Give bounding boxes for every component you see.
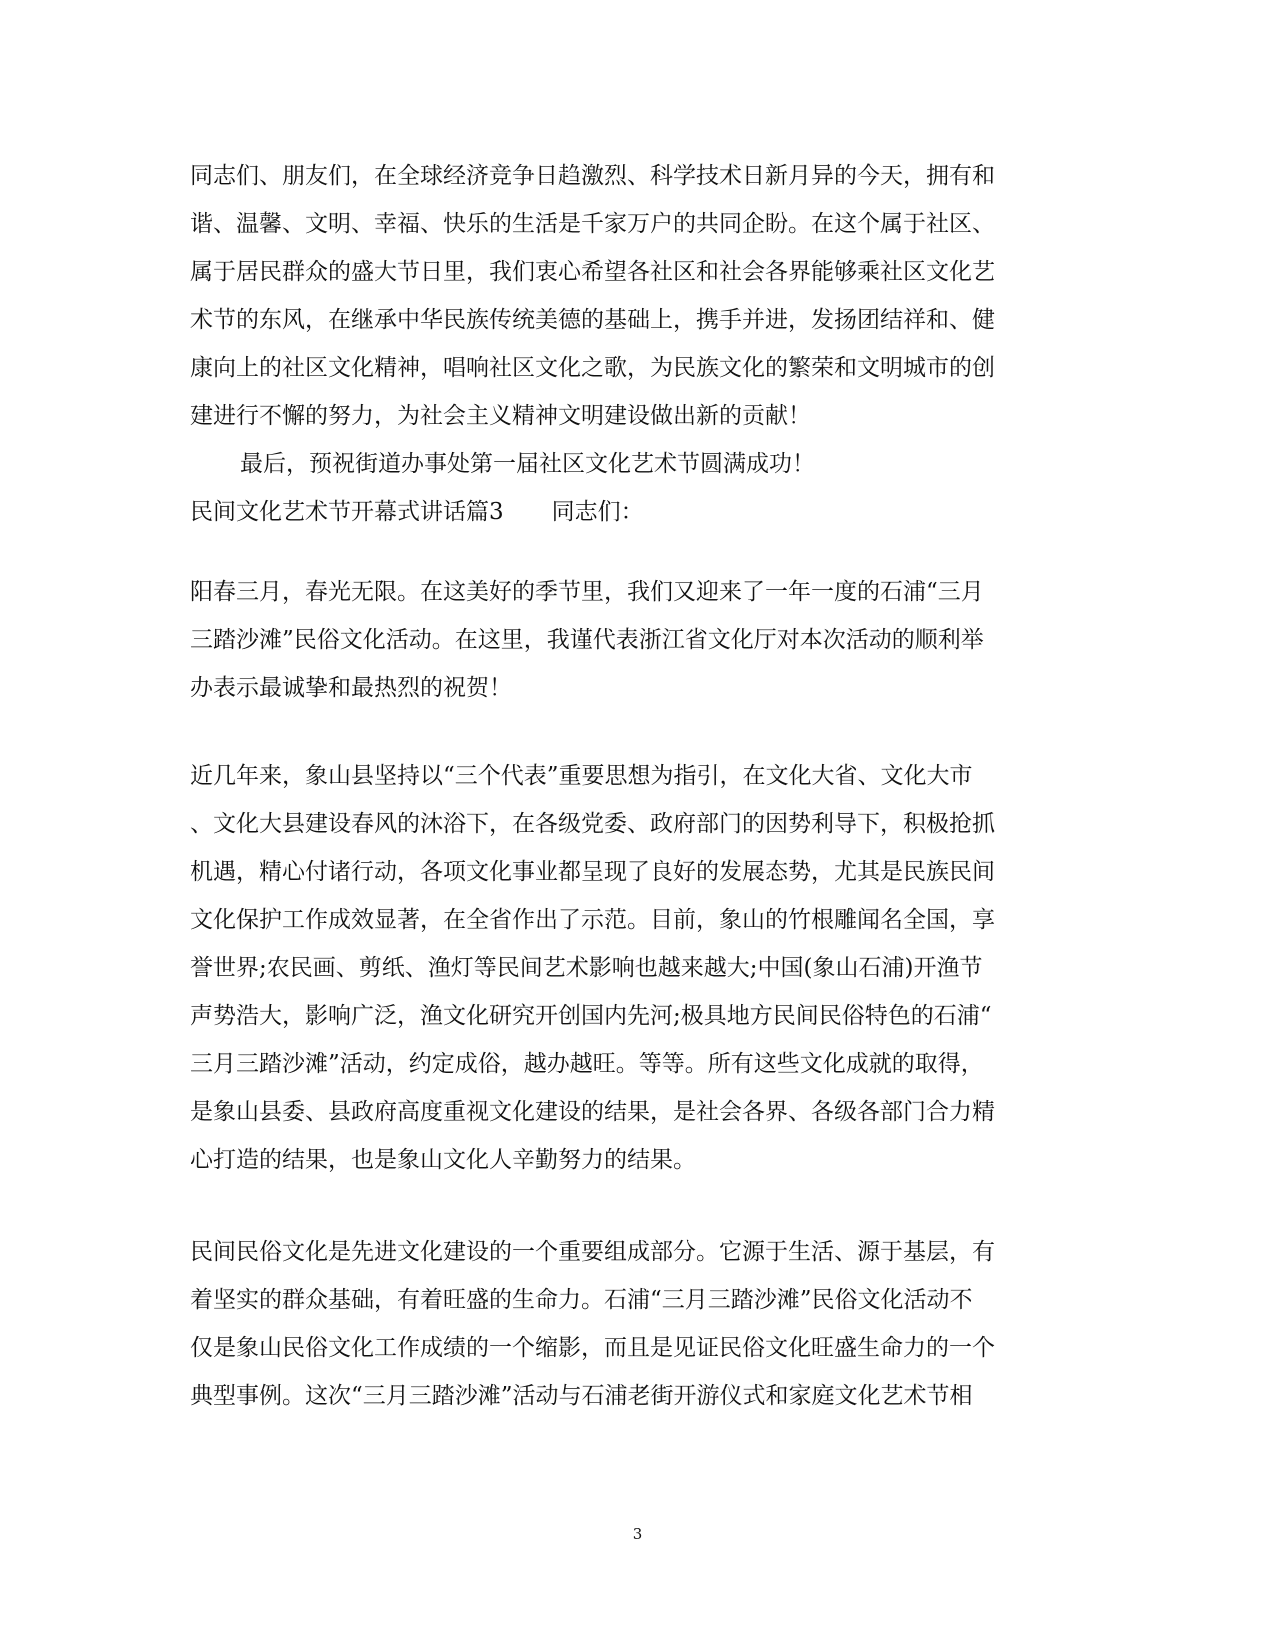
paragraph-block-4: [190, 1228, 1070, 1420]
paragraph-line: 办表示最诚挚和最热烈的祝贺！: [190, 675, 512, 701]
paragraph-line: 三踏沙滩”民俗文化活动。在这里，我谨代表浙江省文化厅对本次活动的顺利举: [190, 627, 984, 653]
paragraph-line: 心打造的结果，也是象山文化人辛勤努力的结果。: [190, 1147, 696, 1173]
section-heading: 民间文化艺术节开幕式讲话篇3: [190, 499, 504, 525]
paragraph-line: 机遇，精心付诸行动，各项文化事业都呈现了良好的发展态势，尤其是民族民间: [190, 859, 995, 885]
paragraph-line: 誉世界;农民画、剪纸、渔灯等民间艺术影响也越来越大;中国(象山石浦)开渔节: [190, 955, 983, 981]
paragraph-line: 声势浩大，影响广泛，渔文化研究开创国内先河;极具地方民间民俗特色的石浦“: [190, 1003, 992, 1029]
paragraph-line: 文化保护工作成效显著，在全省作出了示范。目前，象山的竹根雕闻名全国，享: [190, 907, 995, 933]
paragraph-line: 阳春三月，春光无限。在这美好的季节里，我们又迎来了一年一度的石浦“三月: [190, 579, 984, 605]
section-heading-line: [190, 488, 1070, 536]
paragraph-line: 近几年来，象山县坚持以“三个代表”重要思想为指引，在文化大省、文化大市: [190, 763, 973, 789]
paragraph-line: 是象山县委、县政府高度重视文化建设的结果，是社会各界、各级各部门合力精: [190, 1099, 995, 1125]
paragraph-line: 属于居民群众的盛大节日里，我们衷心希望各社区和社会各界能够乘社区文化艺: [190, 259, 995, 285]
greeting: 同志们：: [551, 499, 644, 525]
closing-line: 最后，预祝街道办事处第一届社区文化艺术节圆满成功！: [240, 451, 815, 477]
paragraph-line: 着坚实的群众基础，有着旺盛的生命力。石浦“三月三踏沙滩”民俗文化活动不: [190, 1287, 973, 1313]
page-number: 3: [632, 1525, 643, 1543]
paragraph-line: 典型事例。这次“三月三踏沙滩”活动与石浦老街开游仪式和家庭文化艺术节相: [190, 1383, 973, 1409]
paragraph-line: 康向上的社区文化精神，唱响社区文化之歌，为民族文化的繁荣和文明城市的创: [190, 355, 995, 381]
paragraph-block-2: [190, 568, 1070, 712]
paragraph-line: 术节的东风，在继承中华民族传统美德的基础上，携手并进，发扬团结祥和、健: [190, 307, 995, 333]
paragraph-line: 同志们、朋友们，在全球经济竞争日趋激烈、科学技术日新月异的今天，拥有和: [190, 163, 995, 189]
paragraph-line: 三月三踏沙滩”活动，约定成俗，越办越旺。等等。所有这些文化成就的取得，: [190, 1051, 984, 1077]
paragraph-block-3: [190, 752, 1070, 1184]
paragraph-block-1: [190, 152, 1070, 536]
paragraph-line: 民间民俗文化是先进文化建设的一个重要组成部分。它源于生活、源于基层，有: [190, 1239, 995, 1265]
paragraph-line: 谐、温馨、文明、幸福、快乐的生活是千家万户的共同企盼。在这个属于社区、: [190, 211, 995, 237]
paragraph-line: 、文化大县建设春风的沐浴下，在各级党委、政府部门的因势利导下，积极抢抓: [190, 811, 995, 837]
paragraph-line: 仅是象山民俗文化工作成绩的一个缩影，而且是见证民俗文化旺盛生命力的一个: [190, 1335, 995, 1361]
paragraph-line: 建进行不懈的努力，为社会主义精神文明建设做出新的贡献！: [190, 403, 811, 429]
